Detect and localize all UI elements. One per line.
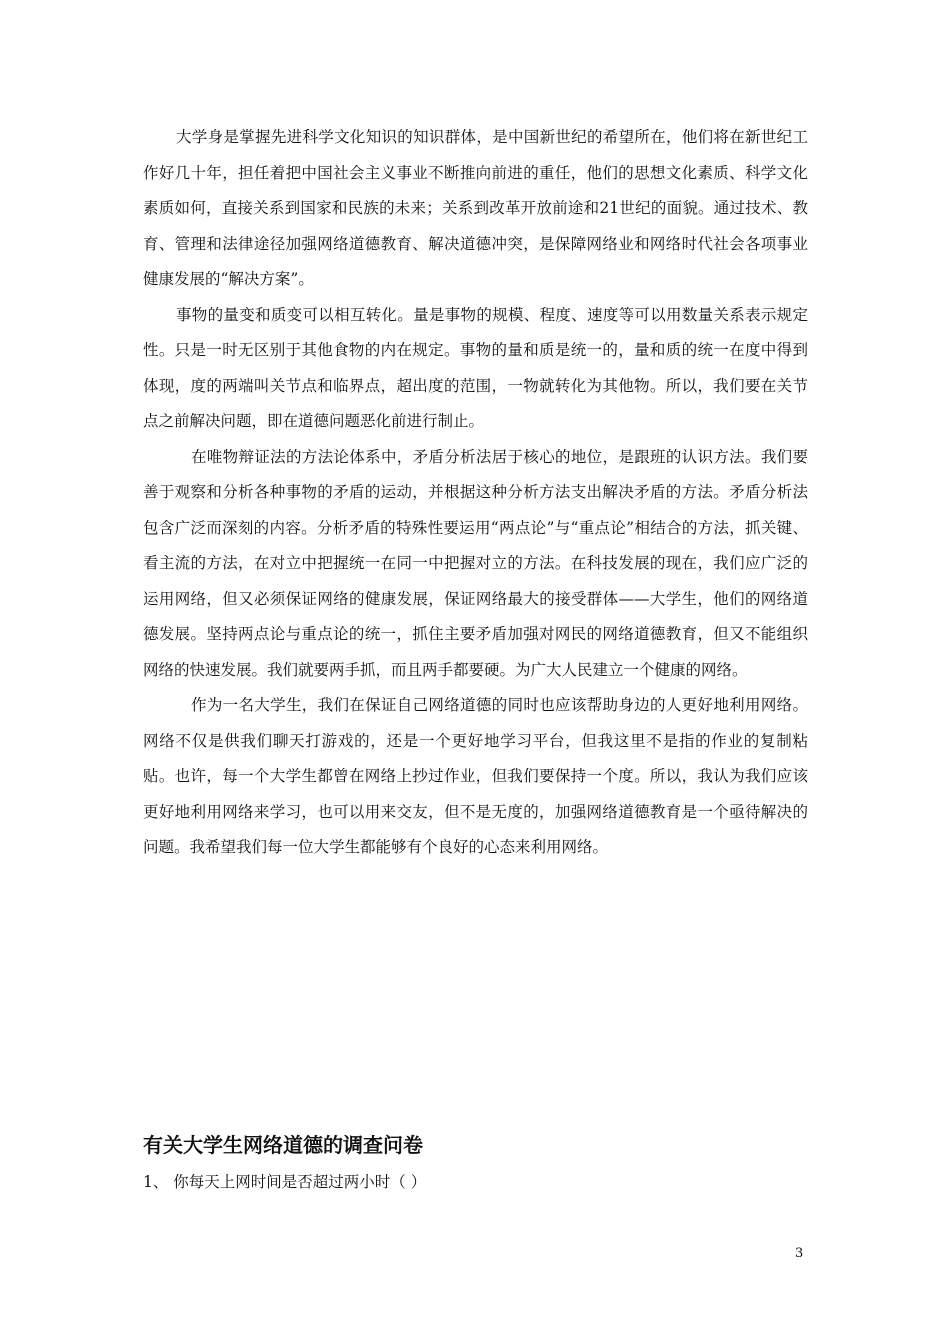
essay-body <box>143 120 808 866</box>
survey-title: 有关大学生网络道德的调查问卷 <box>143 1133 423 1157</box>
paragraph-contradiction-analysis: 在唯物辩证法的方法论体系中，矛盾分析法居于核心的地位，是跟班的认识方法。我们要善于观察和分析各种事物的矛盾的运动，并根据这种分析方法支出解决矛盾的方法。矛盾分析法包含广泛而深刻的内容。分析矛盾的特殊性要运用“两点论”与“重点论”相结合的方法，抓关键、看主流的方法，在对立中把握统一在同一中把握对立的方法。在科技发展的现在，我们应广泛的运用网络，但又必须保证网络的健康发展，保证网络最大的接受群体——大学生，他们的网络道德发展。坚持两点论与重点论的统一，抓住主要矛盾加强对网民的网络道德教育，但又不能组织网络的快速发展。我们就要两手抓，而且两手都要硬。为广大人民建立一个健康的网络。 <box>143 447 808 679</box>
paragraph-student-responsibility: 作为一名大学生，我们在保证自己网络道德的同时也应该帮助身边的人更好地利用网络。网络不仅是供我们聊天打游戏的，还是一个更好地学习平台，但我这里不是指的作业的复制粘贴。也许，每一个大学生都曾在网络上抄过作业，但我们要保持一个度。所以，我认为我们应该更好地利用网络来学习，也可以用来交友，但不是无度的，加强网络道德教育是一个亟待解决的问题。我希望我们每一位大学生都能够有个良好的心态来利用网络。 <box>143 696 808 856</box>
survey-question-1: 1、 你每天上网时间是否超过两小时（ ） <box>143 1173 427 1191</box>
paragraph-college-students-role: 大学身是掌握先进科学文化知识的知识群体，是中国新世纪的希望所在，他们将在新世纪工作好几十年，担任着把中国社会主义事业不断推向前进的重任，他们的思想文化素质、科学文化素质如何，直接关系到国家和民族的未来；关系到改革开放前途和21世纪的面貌。通过技术、教育、管理和法律途径加强网络道德教育、解决道德冲突，是保障网络业和网络时代社会各项事业健康发展的“解决方案”。 <box>143 128 808 288</box>
page-number: 3 <box>795 1246 804 1261</box>
paragraph-quantity-quality: 事物的量变和质变可以相互转化。量是事物的规模、程度、速度等可以用数量关系表示规定性。只是一时无区别于其他食物的内在规定。事物的量和质是统一的，量和质的统一在度中得到体现，度的两端叫关节点和临界点，超出度的范围，一物就转化为其他物。所以，我们要在关节点之前解决问题，即在道德问题恶化前进行制止。 <box>143 305 808 430</box>
